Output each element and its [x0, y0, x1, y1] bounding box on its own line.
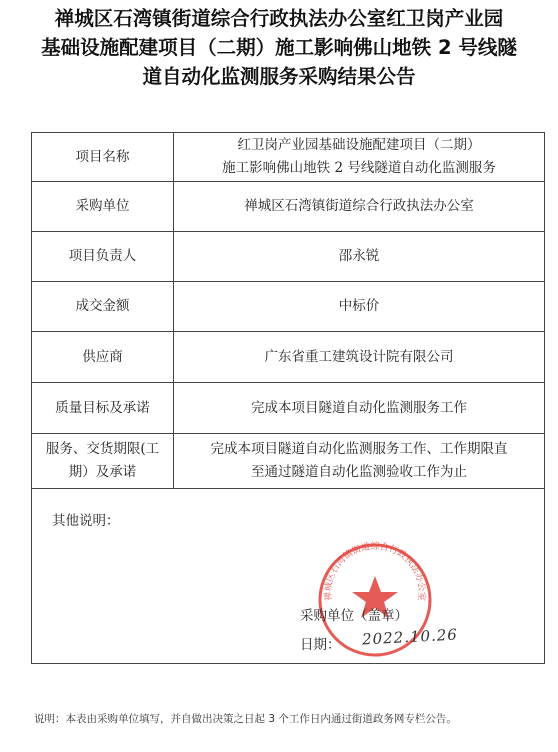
row-label-line: 期）及承诺: [68, 464, 137, 480]
title-line-3: 道自动化监测服务采购结果公告: [142, 65, 416, 88]
row-value: 完成本项目隧道自动化监测服务工作: [174, 383, 545, 434]
result-table: [31, 132, 545, 664]
table-row: [32, 332, 545, 383]
handwritten-date: 2022.10.26: [361, 625, 459, 649]
table-row: [32, 182, 545, 232]
table-row: [32, 232, 545, 282]
row-label-line: 服务、交货期限(工: [45, 441, 160, 457]
row-label: 项目名称: [32, 133, 174, 182]
purchaser-seal-label: 采购单位（盖章）: [300, 608, 408, 624]
table-row: [32, 133, 545, 182]
row-value: 中标价: [174, 282, 545, 332]
row-label: 项目负责人: [32, 232, 174, 282]
row-label: 成交金额: [32, 282, 174, 332]
row-label: 质量目标及承诺: [32, 383, 174, 434]
table-row: [32, 383, 545, 434]
title-line-2: 基础设施配建项目（二期）施工影响佛山地铁 2 号线隧: [41, 36, 517, 59]
row-label: [32, 434, 174, 489]
other-notes-label: 其他说明：: [52, 513, 120, 529]
row-label: 供应商: [32, 332, 174, 383]
table-row: [32, 434, 545, 489]
date-label: 日期：: [300, 637, 341, 653]
row-value: 邵永锐: [174, 232, 545, 282]
row-value: [174, 133, 545, 182]
document-title: [0, 4, 558, 91]
row-value: 广东省重工建筑设计院有限公司: [174, 332, 545, 383]
row-label: 采购单位: [32, 182, 174, 232]
footer-note: 说明：本表由采购单位填写，并自做出决策之日起 3 个工作日内通过街道政务网专栏公告。: [34, 713, 457, 725]
seal-text: 禅城区石湾镇街道综合行政执法办公室: [323, 541, 427, 602]
row-value: [174, 434, 545, 489]
row-value: 禅城区石湾镇街道综合行政执法办公室: [174, 182, 545, 232]
title-line-1: 禅城区石湾镇街道综合行政执法办公室红卫岗产业园: [54, 7, 504, 30]
row-value-line: 红卫岗产业园基础设施配建项目（二期）: [237, 137, 481, 153]
table-row: [32, 282, 545, 332]
row-value-line: 至通过隧道自动化监测验收工作为止: [251, 464, 467, 480]
row-value-line: 完成本项目隧道自动化监测服务工作、工作期限直: [210, 441, 508, 457]
row-value-line: 施工影响佛山地铁 2 号线隧道自动化监测服务: [222, 160, 496, 176]
